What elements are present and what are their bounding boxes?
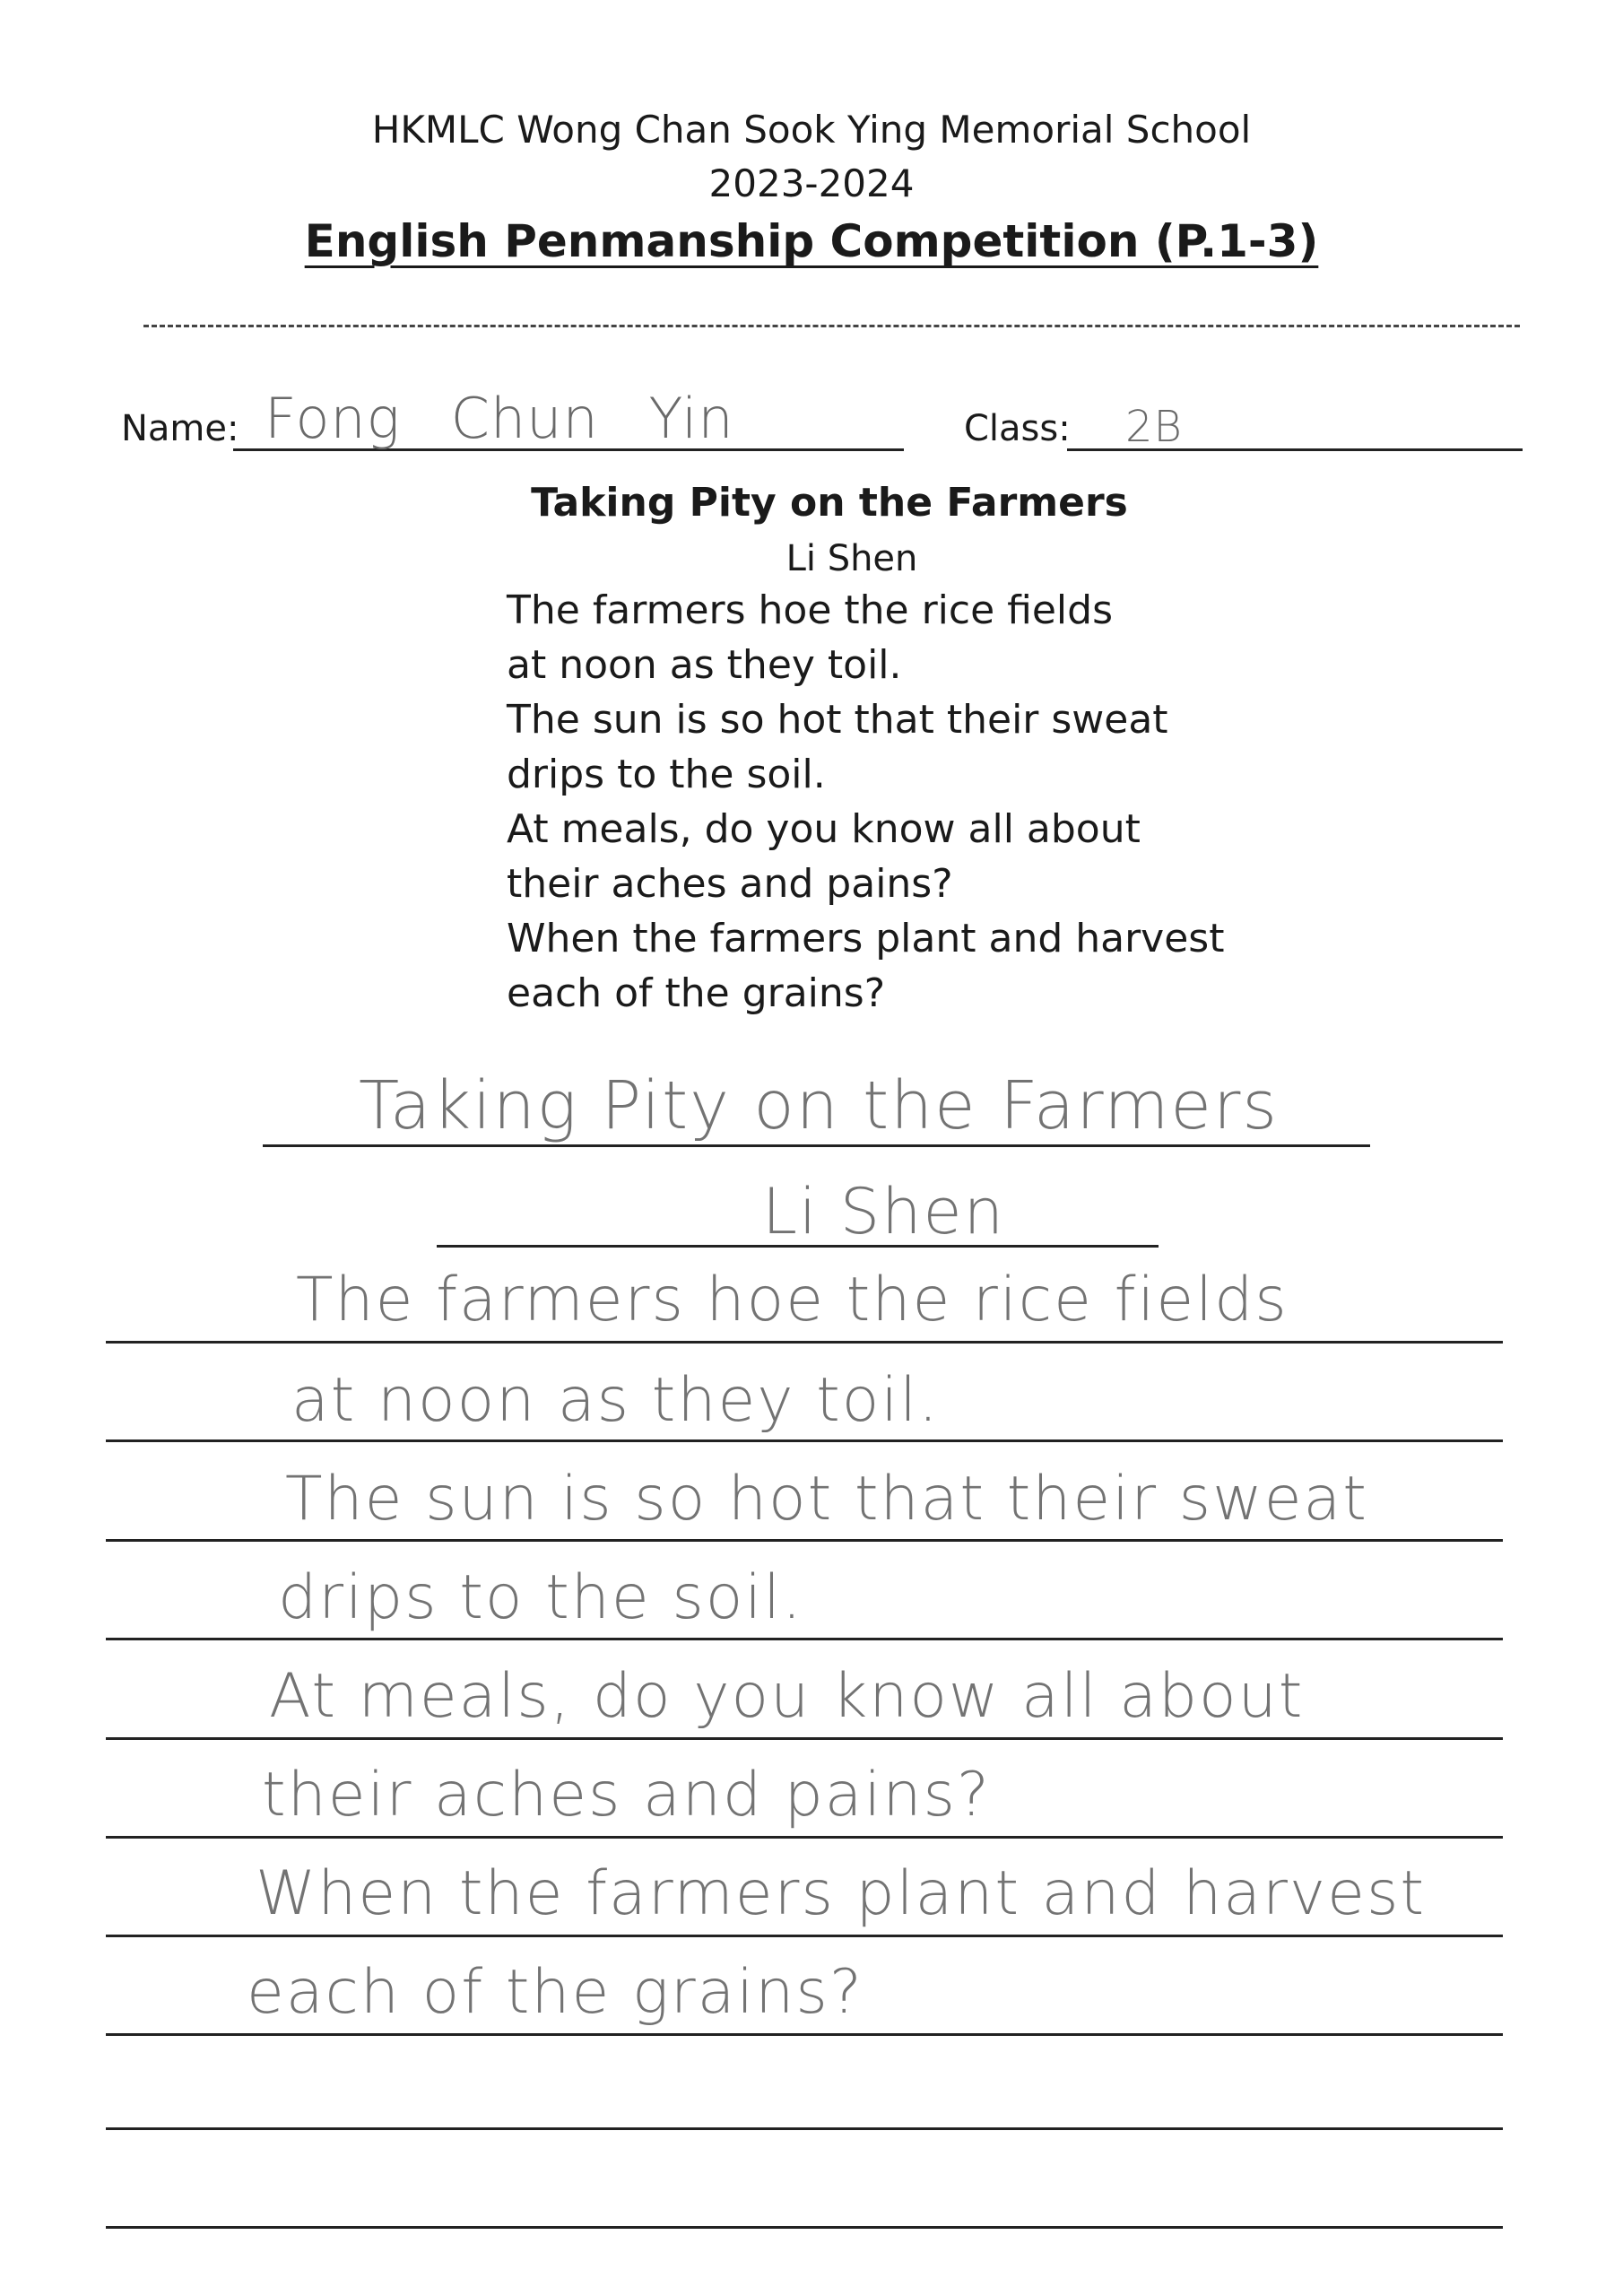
writing-rule [106,1539,1503,1542]
poem-line: When the farmers plant and harvest [507,916,1225,961]
handwritten-line: their aches and pains? [262,1760,991,1831]
handwritten-line: The sun is so hot that their sweat [285,1464,1368,1535]
name-handwritten: Fong Chun Yin [265,386,734,451]
handwritten-line: drips to the soil. [278,1562,803,1633]
poem-line: at noon as they toil. [507,642,902,688]
school-year: 2023-2024 [708,161,915,205]
poem-line: each of the grains? [507,970,886,1016]
handwritten-author: Li Shen [762,1175,1005,1248]
handwritten-line: at noon as they toil. [291,1365,940,1436]
school-name: HKMLC Wong Chan Sook Ying Memorial School [371,108,1252,152]
handwritten-line: each of the grains? [247,1957,864,2028]
writing-rule [106,1836,1503,1839]
writing-rule [106,1737,1503,1740]
poem-line: The sun is so hot that their sweat [507,697,1168,743]
competition-title-text: English Penmanship Competition (P.1-3) [304,215,1319,267]
competition-title [143,215,1480,267]
class-label: Class: [964,408,1071,449]
handwritten-line: When the farmers plant and harvest [256,1858,1427,1929]
poem-title: Taking Pity on the Farmers [531,480,1128,526]
writing-rule [106,1341,1503,1344]
writing-rule [106,1638,1503,1640]
poem-author: Li Shen [785,538,918,579]
name-label: Name: [121,408,239,449]
writing-rule-empty [106,2127,1503,2130]
poem-line: their aches and pains? [507,861,953,907]
poem-line: At meals, do you know all about [507,806,1141,852]
handwritten-line: The farmers hoe the rice fields [296,1265,1289,1335]
handwritten-title: Taking Pity on the Farmers [359,1067,1279,1144]
writing-rule [106,1439,1503,1442]
class-handwritten: 2B [1125,402,1183,452]
poem-line: drips to the soil. [507,752,826,797]
writing-rule-title [263,1144,1370,1147]
poem-line: The farmers hoe the rice fields [507,587,1114,633]
dashed-divider [143,325,1520,327]
writing-rule [106,2033,1503,2036]
handwritten-line: At meals, do you know all about [269,1661,1305,1732]
writing-rule [106,1935,1503,1937]
writing-rule-empty [106,2226,1503,2229]
writing-rule-author [437,1245,1159,1248]
